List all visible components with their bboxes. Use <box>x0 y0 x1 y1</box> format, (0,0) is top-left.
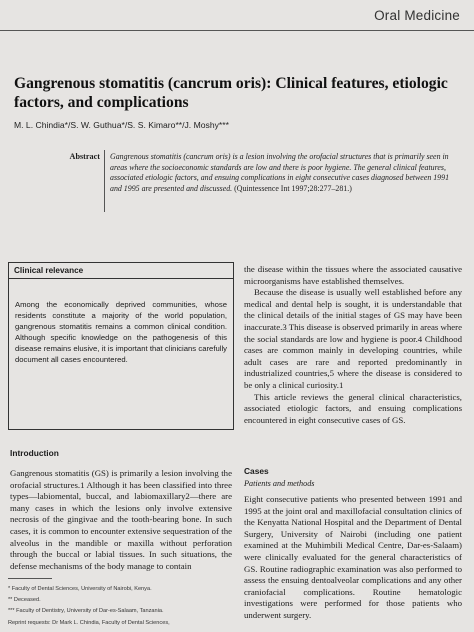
abstract-text <box>110 152 462 194</box>
clinical-relevance-text: Among the economically deprived communities, whose residents constitute a majority of the world population, gangrenous stomatitis remains a common clinical condition. Although specific knowledge on the pathogenesis of this disease remains elusive, it is important that clinicians carefully document all cases encountered. <box>15 300 227 364</box>
cases-heading: Cases <box>244 466 269 476</box>
footnote: Reprint requests: Dr Mark L. Chindia, Faculty of Dental Sciences, <box>8 619 170 626</box>
article-title: Gangrenous stomatitis (cancrum oris): Clinical features, etiologic factors, and complications <box>14 75 448 111</box>
footnotes <box>8 584 234 629</box>
right-column-text <box>244 264 462 426</box>
introduction-text <box>10 468 232 572</box>
abstract-label: Abstract <box>69 152 100 161</box>
right-paragraph-1: the disease within the tissues where the associated causative microorganisms have established themselves. <box>244 264 462 286</box>
abstract-body: Gangrenous stomatitis (cancrum oris) is a lesion involving the orofacial structures that is primarily seen in areas where the socioeconomic standards are low and there is poor hygiene. The general clinical features, associated etiologic factors, and ensuing complications in eight consecutive cases diagnosed between 1991 and 1995 are presented and discussed. <box>110 152 450 193</box>
top-rule <box>0 30 474 31</box>
methods-paragraph: Eight consecutive patients who presented between 1991 and 1995 at the joint oral and maxillofacial consultation clinics of the Kenyatta National Hospital and the Department of Dental Surgery, University of Nairobi (including one patient examined at the Muhimbili Medical Centre, Dar-es-Salaam) were clinically evaluated for the general characteristics of GS. Routine radiographic examination was also performed to assess the ensuing dentoalveolar complications and any other craniofacial complications. Routine hematologic investigations were performed for those patients who underwent surgery. <box>244 494 462 620</box>
clinical-relevance-heading: Clinical relevance <box>9 263 233 279</box>
introduction-heading: Introduction <box>10 448 59 458</box>
author-list: M. L. Chindia*/S. W. Guthua*/S. S. Kimaro**/J. Moshy*** <box>14 120 229 130</box>
footnote: *** Faculty of Dentistry, University of Dar-es-Salaam, Tanzania. <box>8 608 164 615</box>
footnote: * Faculty of Dental Sciences, University of Nairobi, Kenya. <box>8 586 152 592</box>
patients-methods-heading: Patients and methods <box>244 479 315 488</box>
right-paragraph-3: This article reviews the general clinical characteristics, associated etiologic factors, and ensuing complications encountered in eight consecutive cases of GS. <box>244 391 462 425</box>
introduction-paragraph: Gangrenous stomatitis (GS) is primarily a lesion involving the orofacial structures.1 Although it has been classified into three types—labiomental, buccal, and labiomaxillary2—there are many cases in which the lesions only involve extensive necrosis of the gingivae and the tooth-bearing bone. In such cases, it is common to encounter extensive sequestration of the alveolus in the mandible or maxilla without perforation through the buccal or labial tissues. In such situations, the defense mechanisms of the body manage to contain <box>10 468 232 571</box>
running-head: Oral Medicine <box>374 8 460 23</box>
abstract-divider <box>104 150 105 212</box>
clinical-relevance-box <box>8 262 234 430</box>
footnote: ** Deceased. <box>8 597 41 604</box>
methods-text <box>244 494 462 622</box>
abstract-citation: (Quintessence Int 1997;28:277–281.) <box>234 183 352 193</box>
right-paragraph-2: Because the disease is usually well established before any medical and dental help is sought, it is understandable that the clinical details of the initial stages of GS may have been inaccurate.3 This disease is observed primarily in areas where the social standards are low and hygiene is poor.4 Childhood cases are common mainly in developing countries, while adult cases are rare and reported predominantly in industrialized countries,5 where the disease is considered to be only a clinical curiosity.1 <box>244 287 462 390</box>
footnote-rule <box>8 578 52 579</box>
